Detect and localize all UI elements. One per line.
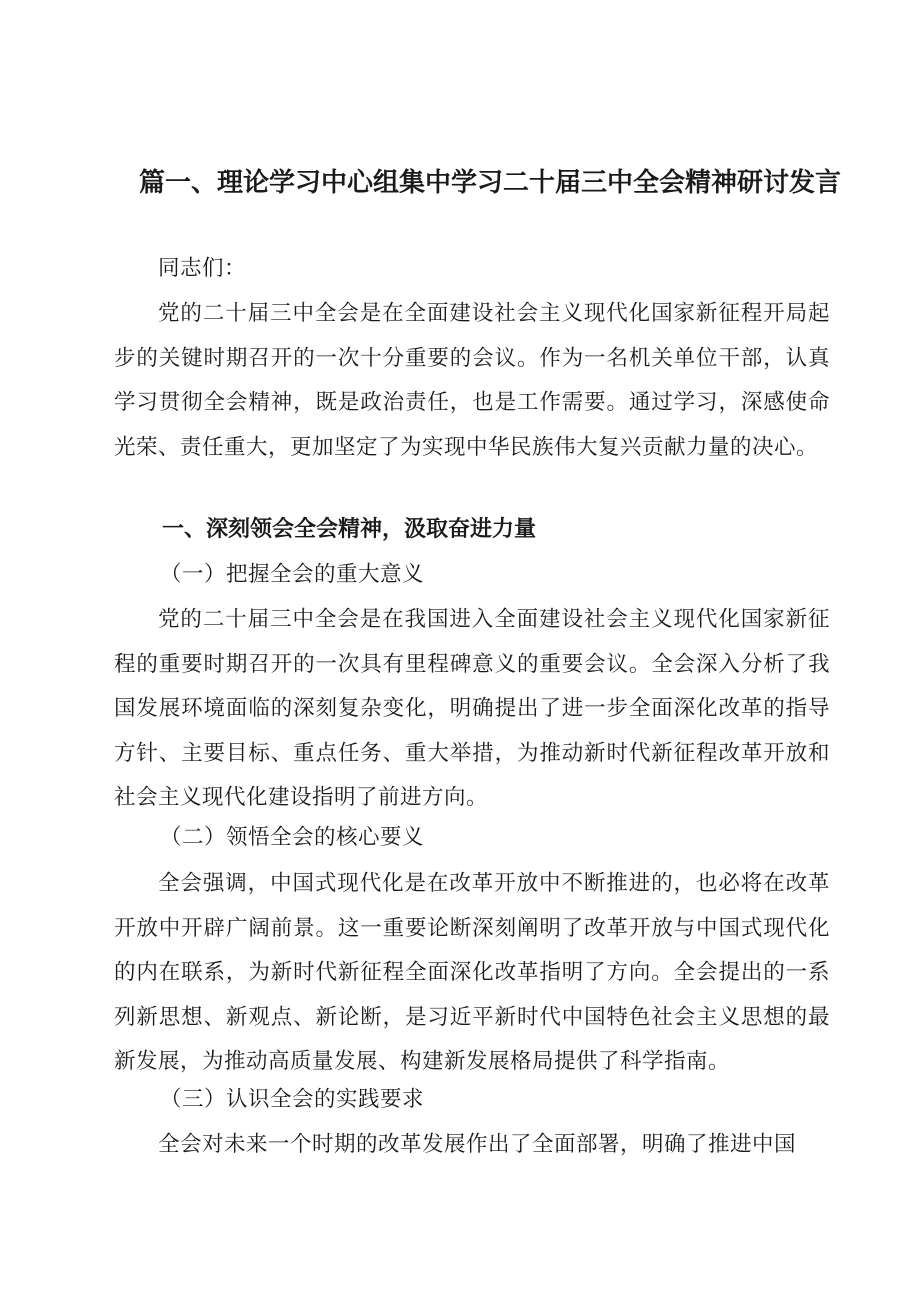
intro-paragraph: 党的二十届三中全会是在全面建设社会主义现代化国家新征程开局起步的关键时期召开的一次十分重要的会议。作为一名机关单位干部，认真学习贯彻全会精神，既是政治责任，也是工作需要。通过学习，深感使命光荣、责任重大，更加坚定了为实现中华民族伟大复兴贡献力量的决心。 xyxy=(114,301,830,460)
subsection-3-paragraph: 全会对未来一个时期的改革发展作出了全面部署，明确了推进中国 xyxy=(158,1132,797,1157)
document-title: 篇一、理论学习中心组集中学习二十届三中全会精神研讨发言 xyxy=(138,168,841,198)
subsection-heading-2: （二）领悟全会的核心要义 xyxy=(160,825,425,850)
subsection-heading-1: （一）把握全会的重大意义 xyxy=(160,562,425,587)
section-heading-1: 一、深刻领会全会精神，汲取奋进力量 xyxy=(162,517,537,542)
subsection-2-paragraph: 全会强调，中国式现代化是在改革开放中不断推进的，也必将在改革开放中开辟广阔前景。这一重要论断深刻阐明了改革开放与中国式现代化的内在联系，为新时代新征程全面深化改革指明了方向。全会提出的一系列新思想、新观点、新论断，是习近平新时代中国特色社会主义思想的最新发展，为推动高质量发展、构建新发展格局提供了科学指南。 xyxy=(114,871,830,1074)
salutation: 同志们： xyxy=(158,256,247,281)
subsection-heading-3: （三）认识全会的实践要求 xyxy=(160,1087,425,1112)
subsection-1-paragraph: 党的二十届三中全会是在我国进入全面建设社会主义现代化国家新征程的重要时期召开的一次具有里程碑意义的重要会议。全会深入分析了我国发展环境面临的深刻复杂变化，明确提出了进一步全面深化改革的指导方针、主要目标、重点任务、重大举措，为推动新时代新征程改革开放和社会主义现代化建设指明了前进方向。 xyxy=(114,607,830,810)
